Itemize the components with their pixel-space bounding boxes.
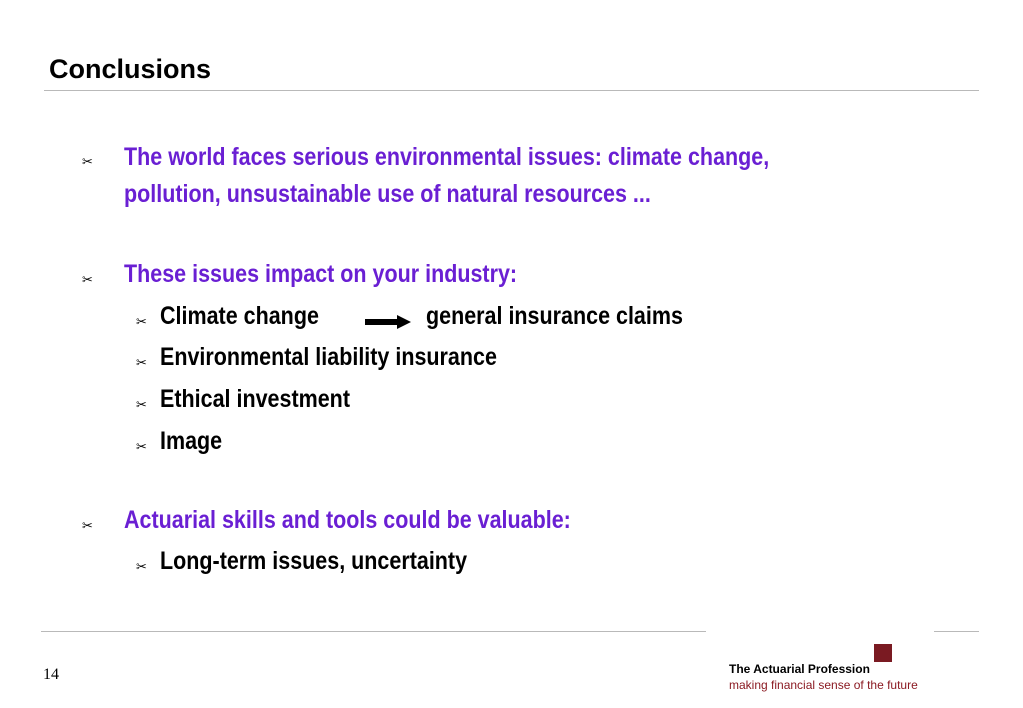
- right-arrow-icon: [364, 314, 412, 330]
- point-1-line-2: pollution, unsustainable use of natural resources ...: [124, 180, 651, 208]
- point-3-line-1: Actuarial skills and tools could be valuable:: [124, 506, 571, 534]
- scissors-icon: ✂: [136, 315, 147, 330]
- title-divider: [44, 90, 979, 91]
- scissors-icon: ✂: [82, 273, 93, 288]
- subpoint-long-term-issues: Long-term issues, uncertainty: [160, 547, 468, 575]
- subpoint-ethical-investment: Ethical investment: [160, 385, 350, 413]
- scissors-icon: ✂: [82, 155, 93, 170]
- point-2-line-1: These issues impact on your industry:: [124, 260, 518, 288]
- subpoint-image: Image: [160, 427, 223, 455]
- logo-tagline: making financial sense of the future: [729, 678, 918, 692]
- slide-title: Conclusions: [49, 54, 212, 84]
- subpoint-climate-change: Climate change: [160, 302, 319, 330]
- logo-name: The Actuarial Profession: [729, 662, 870, 676]
- scissors-icon: ✂: [136, 560, 147, 575]
- logo-square-icon: [874, 644, 892, 662]
- footer-divider-gap: [706, 630, 934, 633]
- scissors-icon: ✂: [82, 519, 93, 534]
- point-1-line-1: The world faces serious environmental issues: climate change,: [124, 143, 770, 171]
- subpoint-climate-change-result: general insurance claims: [426, 302, 683, 330]
- scissors-icon: ✂: [136, 398, 147, 413]
- scissors-icon: ✂: [136, 356, 147, 371]
- page-number: 14: [43, 666, 59, 683]
- scissors-icon: ✂: [136, 440, 147, 455]
- subpoint-environmental-liability: Environmental liability insurance: [160, 343, 497, 371]
